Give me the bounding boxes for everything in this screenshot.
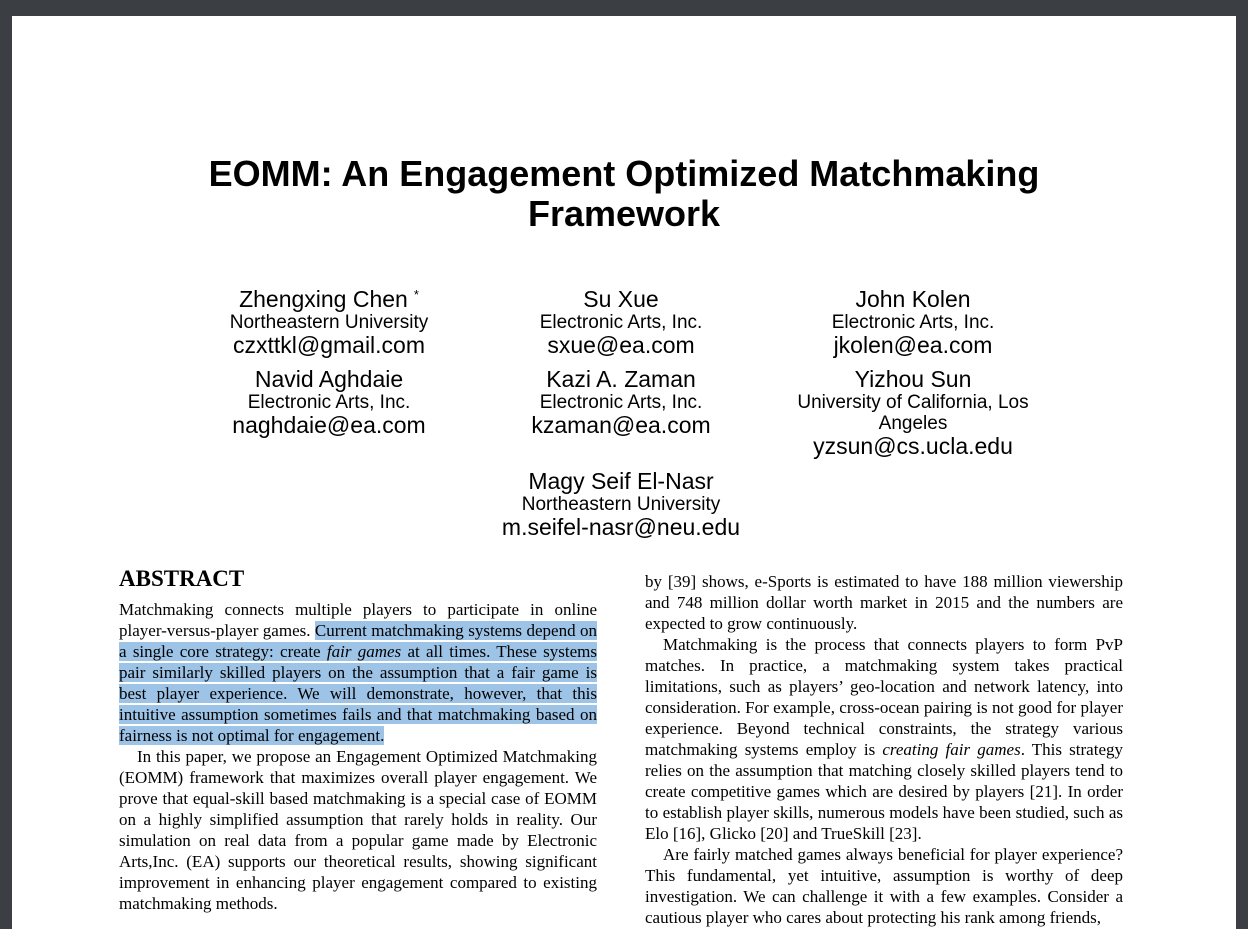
author-block bbox=[773, 366, 1053, 458]
author-name: Su Xue bbox=[583, 286, 659, 312]
pdf-page bbox=[12, 16, 1236, 929]
author-block bbox=[451, 468, 791, 539]
abstract-heading: ABSTRACT bbox=[119, 566, 245, 591]
viewer-toolbar bbox=[0, 0, 1248, 16]
author-affiliation: Electronic Arts, Inc. bbox=[831, 312, 995, 333]
abstract-paragraph: In this paper, we propose an Engagement Optimized Matchmaking (EOMM) framework that maximizes overall player engagement. We prove that equal-skill based matchmaking is a special case of EOMM on a highly simplified assumption that rarely holds in reality. Our simulation on real data from a popular game made by Electronic Arts,Inc. (EA) supports our theoretical results, showing significant improvement in enhancing player engagement compared to existing matchmaking methods. bbox=[119, 747, 597, 913]
body-paragraph: Are fairly matched games always beneficial for player experience? This fundamental, yet intuitive, assumption is worthy of deep investigation. We can challenge it with a few examples. Consider a cautious player who cares about protecting his rank among friends, bbox=[645, 845, 1123, 927]
author-email: jkolen@ea.com bbox=[833, 332, 993, 358]
author-affiliation: Northeastern University bbox=[229, 312, 429, 333]
text-selection[interactable]: Current matchmaking systems depend on a single core strategy: create fair games at all times. These systems pair similarly skilled players on the assumption that a fair game is best player experience. We will demonstrate, however, that this intuitive assumption sometimes fails and that matchmaking based on fairness is not optimal for engagement. bbox=[119, 621, 598, 745]
author-affiliation: University of California, Los bbox=[797, 392, 1029, 413]
footnote-mark: * bbox=[413, 287, 419, 302]
author-affiliation: Northeastern University bbox=[521, 494, 721, 515]
author-email: kzaman@ea.com bbox=[531, 412, 711, 438]
author-email: m.seifel-nasr@neu.edu bbox=[501, 514, 741, 540]
author-name: Navid Aghdaie bbox=[254, 366, 404, 392]
author-affiliation: Angeles bbox=[878, 413, 948, 434]
author-block bbox=[189, 366, 469, 437]
author-block bbox=[773, 286, 1053, 357]
title-line-1: EOMM: An Engagement Optimized Matchmaking bbox=[208, 153, 1040, 194]
body-paragraph: Matchmaking is the process that connects players to form PvP matches. In practice, a matchmaking system takes practical limitations, such as players’ geo-location and network latency, into consideration. For example, cross-ocean pairing is not good for player experience. Beyond technical constraints, the strategy various matchmaking systems employ is creating fair games. This strategy relies on the assumption that matching closely skilled players tend to create competitive games which are desired by players [21]. In order to establish player skills, numerous models have been studied, such as Elo [16], Glicko [20] and TrueSkill [23]. bbox=[645, 635, 1123, 843]
body-paragraph: by [39] shows, e-Sports is estimated to have 188 million viewership and 748 million dollar worth market in 2015 and the numbers are expected to grow continuously. bbox=[645, 572, 1123, 633]
author-affiliation: Electronic Arts, Inc. bbox=[539, 312, 703, 333]
paper-title bbox=[12, 154, 1236, 234]
author-name: Zhengxing Chen * bbox=[239, 286, 419, 312]
author-email: yzsun@cs.ucla.edu bbox=[813, 433, 1013, 459]
right-column bbox=[645, 571, 1123, 928]
author-name: Magy Seif El-Nasr bbox=[528, 468, 714, 494]
author-block bbox=[481, 286, 761, 357]
author-email: sxue@ea.com bbox=[547, 332, 695, 358]
left-column bbox=[119, 599, 597, 914]
author-block bbox=[481, 366, 761, 437]
author-name: Kazi A. Zaman bbox=[546, 366, 696, 392]
author-name: Yizhou Sun bbox=[854, 366, 972, 392]
author-name: John Kolen bbox=[855, 286, 971, 312]
abstract-paragraph: Matchmaking connects multiple players to participate in online player-versus-player games. Current matchmaking systems depend on a single core strategy: create fair games at all times. These systems pair similarly skilled players on the assumption that a fair game is best player experience. We will demonstrate, however, that this intuitive assumption sometimes fails and that matchmaking based on fairness is not optimal for engagement. bbox=[119, 600, 598, 745]
author-email: czxttkl@gmail.com bbox=[232, 332, 426, 358]
author-email: naghdaie@ea.com bbox=[232, 412, 426, 438]
title-line-2: Framework bbox=[527, 193, 721, 234]
author-block bbox=[189, 286, 469, 357]
author-affiliation: Electronic Arts, Inc. bbox=[247, 392, 411, 413]
author-affiliation: Electronic Arts, Inc. bbox=[539, 392, 703, 413]
